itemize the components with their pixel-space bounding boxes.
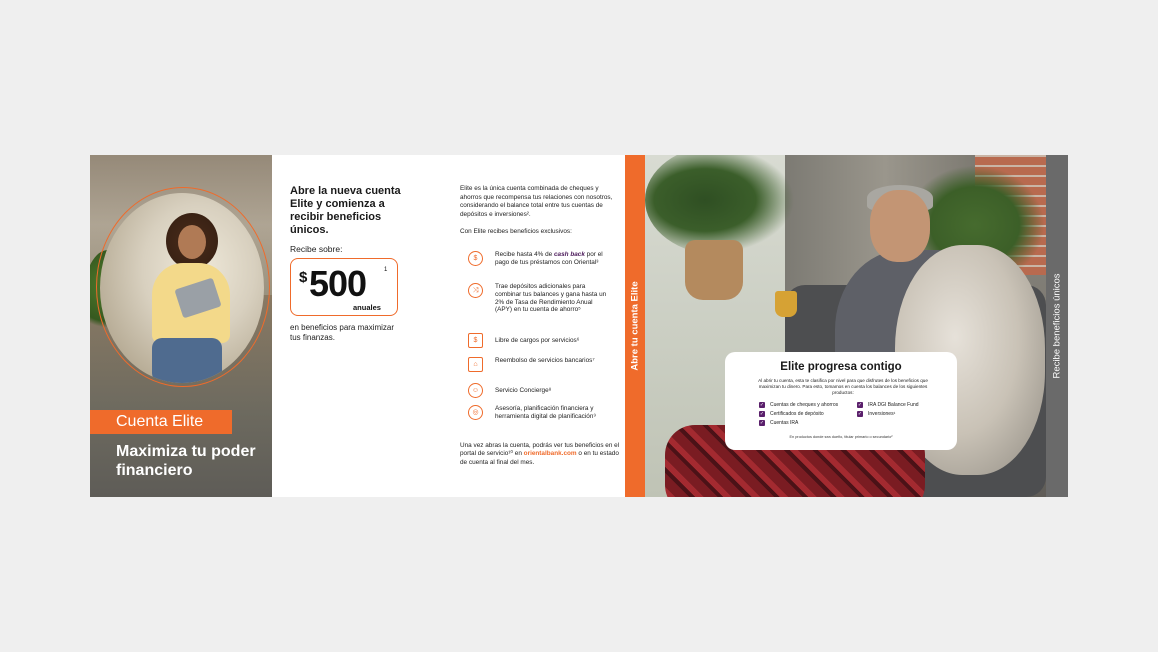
card-description: Al abrir tu cuenta, esta te clasifica por nivel para que disfrutes de los beneficios que maximizan tu dinero. Para esto, tomamos en cuenta los balances de los siguientes productos: [758,378,928,395]
amount-suffix: anuales [353,303,381,312]
gray-strip [1046,155,1068,497]
man-head [870,190,930,262]
list-item [468,333,610,348]
checklist-label: IRA DGI Balance Fund [868,402,919,408]
outro-text [460,442,620,467]
check-icon: ✓ [759,411,765,417]
list-item [468,251,610,267]
orange-spine [625,155,645,497]
item-text: Trae depósitos adicionales para combinar tus balances y gana hasta un 2% de Tasa de Rendimiento Anual (APY) en tu cuenta de ahorro⁵ [495,283,607,314]
plant-basket [685,240,743,300]
outro-post: o en tu estado de cuenta al final del mes. [460,450,619,466]
item-text: Reembolso de servicios bancarios⁷ [495,357,595,364]
checklist-item [759,411,824,417]
amount-value: 500 [309,263,367,304]
card-title: Elite progresa contigo [780,361,902,373]
receive-label: Recibe sobre: [290,244,343,254]
concierge-icon: ☺ [468,383,483,398]
item-text: Libre de cargos por servicios⁶ [495,337,580,344]
bank-icon: ⌂ [468,357,483,372]
amount-footnote: 1 [384,267,388,273]
mug [775,291,797,317]
elite-progress-card [725,352,957,450]
list-item [468,405,610,421]
currency-symbol: $ [299,269,308,286]
benefits-panel [442,155,625,497]
brochure [90,155,1068,497]
man-dog-photo [645,155,1046,497]
item-text: Asesoría, planificación financiera y herramienta digital de planificación⁹ [495,405,597,420]
checklist-label: Cuentas de cheques y ahorros [770,402,839,408]
item-text-post: por el pago de tus préstamos con Oriental³ [495,251,603,266]
checklist-item [857,402,919,408]
checklist-item [759,420,798,426]
checklist-item [759,402,838,408]
website-link[interactable]: orientalbank.com [523,450,577,458]
cover-panel [90,155,272,497]
item-emphasis: cash back [553,251,585,258]
spine-text: Abre tu cuenta Elite [629,281,641,371]
checklist-label: Inversiones¹ [868,411,896,417]
checklist-label: Cuentas IRA [770,420,799,426]
intro-text: Elite es la única cuenta combinada de cheques y ahorros que recompensa tus relaciones con nosotros, considerando el balance total entre tus cuentas de depósitos e inversiones². [460,185,613,218]
outro-pre: Una vez abras la cuenta, podrás ver tus beneficios en el portal de servicio¹⁰ en [460,442,620,458]
offer-heading: Abre la nueva cuenta Elite y comienza a recibir beneficios únicos. [290,185,401,236]
no-fee-icon: $ [468,333,483,348]
list-item [468,357,610,372]
planning-icon: ◎ [468,405,483,420]
item-text: Servicio Concierge⁸ [495,387,552,394]
list-item [468,283,610,314]
card-footnote: En productos donde sea dueño, titular primario o secundario² [789,435,893,439]
amount-box [290,258,398,316]
transfer-icon: ⤨ [468,283,483,298]
check-icon: ✓ [759,402,765,408]
checklist-item [857,411,895,417]
account-label: Cuenta Elite [90,410,232,434]
list-item [468,383,610,398]
orange-ring [96,187,270,387]
check-icon: ✓ [857,411,863,417]
benefits-text: en beneficios para maximizar tus finanzas. [290,323,395,342]
benefits-subheading: Con Elite recibes beneficios exclusivos: [460,228,572,235]
strip-text: Recibe beneficios únicos [1051,273,1063,379]
offer-panel [272,155,442,497]
check-icon: ✓ [857,402,863,408]
cover-tagline: Maximiza tu poder financiero [116,443,256,479]
dollar-icon: $ [468,251,483,266]
item-text: Recibe hasta 4% de [495,251,554,258]
checklist-label: Certificados de depósito [770,411,824,417]
check-icon: ✓ [759,420,765,426]
